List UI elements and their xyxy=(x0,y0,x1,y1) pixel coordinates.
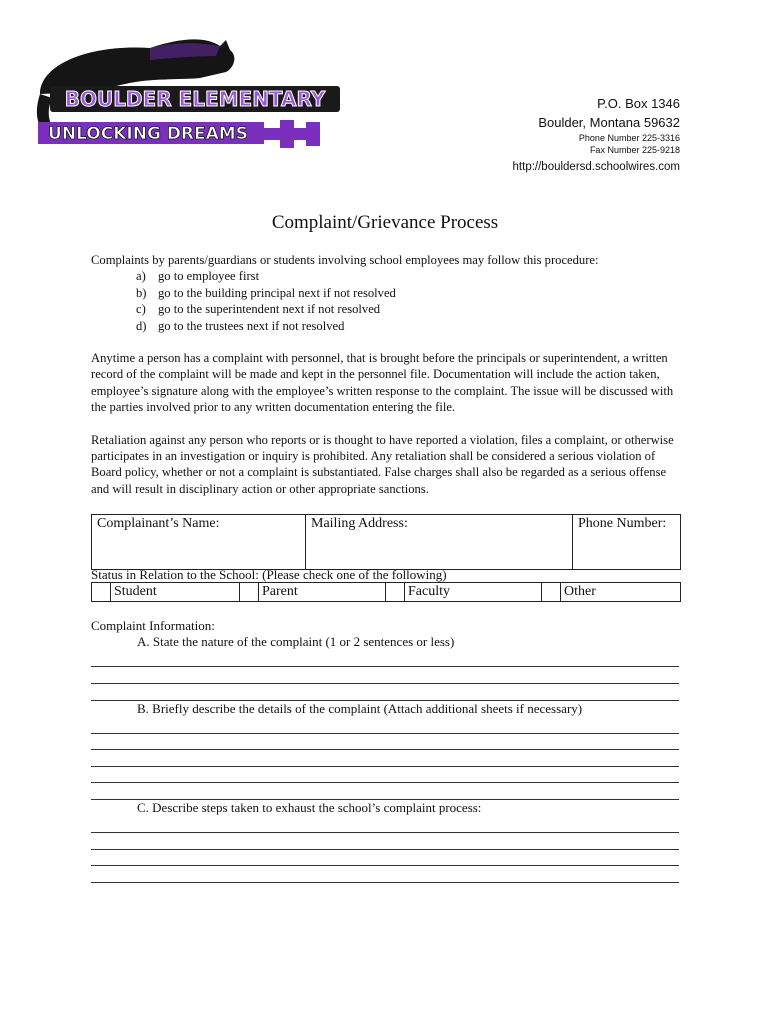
parent-checkbox[interactable] xyxy=(240,583,259,602)
question-a: A. State the nature of the complaint (1 or 2 sentences or less) xyxy=(137,634,455,650)
answer-line[interactable] xyxy=(91,717,679,734)
status-option-faculty: Faculty xyxy=(405,583,542,602)
address-line-2: Boulder, Montana 59632 xyxy=(538,115,680,130)
logo-text-top: BOULDER ELEMENTARY xyxy=(64,87,326,111)
answer-line[interactable] xyxy=(91,684,679,701)
personnel-paragraph: Anytime a person has a complaint with personnel, that is brought before the principals or superintendent, a written record of the complaint will be made and kept in the personnel file. Documentation will include the action taken, employee’s signature along with the employee’s written response to the complaint. The issue will be discussed with the parties involved prior to any written documentation entering the file. xyxy=(91,351,674,415)
website-link[interactable]: http://bouldersd.schoolwires.com xyxy=(512,161,680,173)
faculty-checkbox[interactable] xyxy=(386,583,405,602)
complaint-heading: Complaint Information: xyxy=(91,618,215,633)
address-line-1: P.O. Box 1346 xyxy=(597,96,680,111)
logo-text-bottom: UNLOCKING DREAMS xyxy=(48,124,248,144)
contact-block xyxy=(513,94,680,176)
list-item: a) go to employee first xyxy=(136,269,260,284)
intro-text: Complaints by parents/guardians or students involving school employees may follow this procedure: xyxy=(91,253,599,267)
status-table xyxy=(91,582,681,602)
answer-line[interactable] xyxy=(91,866,679,883)
answer-line[interactable] xyxy=(91,651,679,668)
answer-line[interactable] xyxy=(91,833,679,850)
list-item: d) go to the trustees next if not resolved xyxy=(136,318,345,333)
question-c: C. Describe steps taken to exhaust the school’s complaint process: xyxy=(137,799,482,815)
status-option-student: Student xyxy=(111,583,240,602)
answer-line[interactable] xyxy=(91,667,679,684)
list-item: c) go to the superintendent next if not resolved xyxy=(136,302,381,317)
answer-line[interactable] xyxy=(91,850,679,867)
answer-line[interactable] xyxy=(91,816,679,833)
retaliation-paragraph: Retaliation against any person who reports or is thought to have reported a violation, files a complaint, or otherwise participates in an investigation or inquiry is prohibited. Any retaliation shall be considered a serious violation of Board policy, whether or not a complaint is substantiated. False charges shall also be regarded as a serious offense and will result in disciplinary action or other appropriate sanctions. xyxy=(91,432,674,496)
complainant-info-table xyxy=(91,514,681,570)
phone-number: Phone Number 225-3316 xyxy=(578,133,680,143)
procedure-list xyxy=(136,268,681,334)
complainant-name-field[interactable]: Complainant’s Name: xyxy=(92,515,306,570)
status-option-other: Other xyxy=(561,583,681,602)
question-b: B. Briefly describe the details of the complaint (Attach additional sheets if necessary) xyxy=(137,700,583,716)
answer-line[interactable] xyxy=(91,750,679,767)
status-option-parent: Parent xyxy=(259,583,386,602)
complaint-section xyxy=(91,618,681,883)
policy-body xyxy=(91,252,681,497)
mailing-address-field[interactable]: Mailing Address: xyxy=(306,515,573,570)
school-logo xyxy=(30,34,350,152)
other-checkbox[interactable] xyxy=(542,583,561,602)
answer-line[interactable] xyxy=(91,783,679,800)
student-checkbox[interactable] xyxy=(92,583,111,602)
status-label: Status in Relation to the School: (Please check one of the following) xyxy=(91,567,447,582)
list-item: b) go to the building principal next if not resolved xyxy=(136,285,396,300)
phone-number-field[interactable]: Phone Number: xyxy=(573,515,681,570)
answer-line[interactable] xyxy=(91,767,679,784)
answer-line[interactable] xyxy=(91,734,679,751)
page-title: Complaint/Grievance Process xyxy=(271,212,499,233)
fax-number: Fax Number 225-9218 xyxy=(589,145,680,155)
